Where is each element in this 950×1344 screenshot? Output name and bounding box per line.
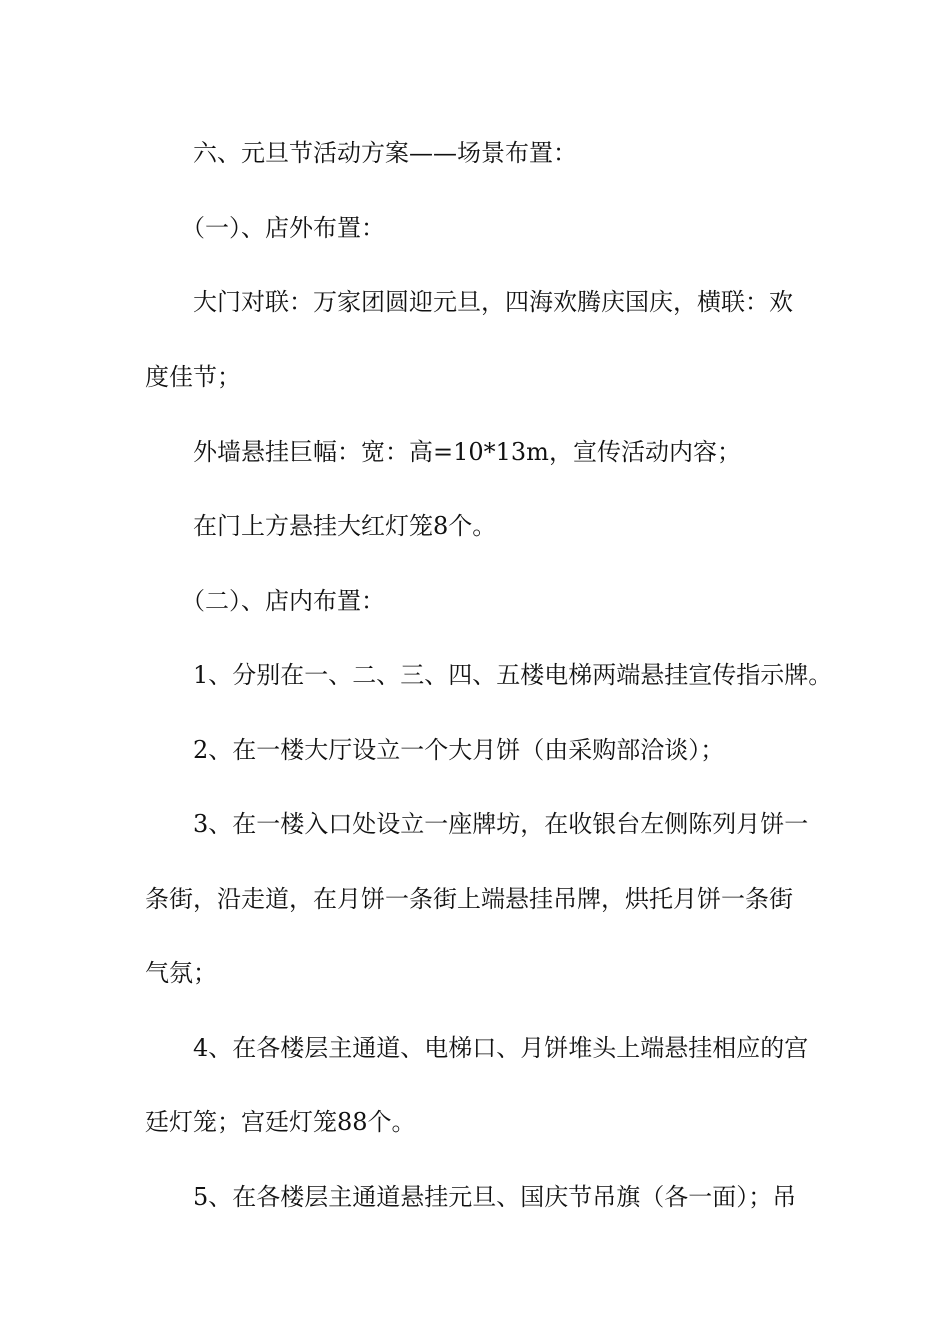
list-item: 3、在一楼入口处设立一座牌坊，在收银台左侧陈列月饼一 <box>193 810 809 838</box>
paragraph-line: 度佳节； <box>145 363 241 391</box>
paragraph-line: 气氛； <box>145 959 217 987</box>
list-item: 4、在各楼层主通道、电梯口、月饼堆头上端悬挂相应的宫 <box>193 1034 809 1062</box>
section-heading: 六、元旦节活动方案——场景布置： <box>193 139 577 167</box>
subsection-heading-inside: （二）、店内布置： <box>181 587 385 615</box>
list-item: 2、在一楼大厅设立一个大月饼（由采购部洽谈）； <box>193 736 725 764</box>
paragraph-line: 条街，沿走道，在月饼一条街上端悬挂吊牌，烘托月饼一条街 <box>145 885 793 913</box>
paragraph-line: 在门上方悬挂大红灯笼8个。 <box>193 512 497 540</box>
list-item: 1、分别在一、二、三、四、五楼电梯两端悬挂宣传指示牌。 <box>193 661 833 689</box>
paragraph-line: 外墙悬挂巨幅：宽：高=10*13m，宣传活动内容； <box>193 438 741 466</box>
paragraph-line: 廷灯笼；宫廷灯笼88个。 <box>145 1108 416 1136</box>
subsection-heading-outside: （一）、店外布置： <box>181 214 385 242</box>
paragraph-line: 大门对联：万家团圆迎元旦，四海欢腾庆国庆，横联：欢 <box>193 288 793 316</box>
list-item: 5、在各楼层主通道悬挂元旦、国庆节吊旗（各一面）；吊 <box>193 1183 797 1211</box>
